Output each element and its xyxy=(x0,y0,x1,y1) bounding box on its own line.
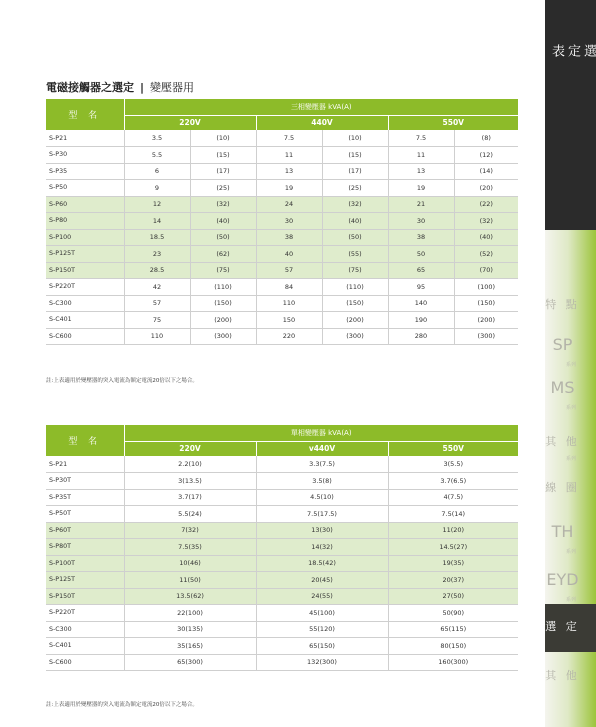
model-cell: S-P125T xyxy=(46,246,124,263)
value-cell: (300) xyxy=(190,328,256,345)
value-cell: 18.5 xyxy=(124,229,190,246)
value-cell: (40) xyxy=(454,229,518,246)
value-cell: 3(5.5) xyxy=(388,456,518,473)
sidebar-section-label: 選 定 表 xyxy=(549,44,596,57)
model-column-header: 型 名 xyxy=(46,425,124,456)
table-row xyxy=(46,246,518,263)
value-cell: 13.5(62) xyxy=(124,588,256,605)
sidebar-tabs xyxy=(545,230,596,727)
value-cell: (32) xyxy=(454,213,518,230)
sidebar-tab-label: MS xyxy=(550,378,575,397)
value-cell: (52) xyxy=(454,246,518,263)
value-cell: (300) xyxy=(322,328,388,345)
value-cell: (22) xyxy=(454,196,518,213)
model-cell: S-P150T xyxy=(46,262,124,279)
model-cell: S-P220T xyxy=(46,605,124,622)
value-cell: 20(37) xyxy=(388,572,518,589)
model-cell: S-P35 xyxy=(46,163,124,180)
table-row xyxy=(46,312,518,329)
value-cell: (50) xyxy=(190,229,256,246)
value-cell: 220 xyxy=(256,328,322,345)
value-cell: 24(55) xyxy=(256,588,388,605)
value-cell: (14) xyxy=(454,163,518,180)
model-cell: S-C401 xyxy=(46,312,124,329)
value-cell: 150 xyxy=(256,312,322,329)
value-cell: 38 xyxy=(388,229,454,246)
value-cell: 14.5(27) xyxy=(388,539,518,556)
single-phase-group-header: 單相變壓器 kVA(A) xyxy=(124,425,518,441)
sidebar-tab[interactable] xyxy=(545,653,596,701)
value-cell: 3(13.5) xyxy=(124,473,256,490)
value-cell: 42 xyxy=(124,279,190,296)
value-cell: 24 xyxy=(256,196,322,213)
three-phase-table xyxy=(46,99,518,345)
table-row xyxy=(46,196,518,213)
voltage-header-550v: 550V xyxy=(388,115,518,130)
value-cell: (110) xyxy=(322,279,388,296)
value-cell: 160(300) xyxy=(388,654,518,671)
model-cell: S-P50T xyxy=(46,506,124,523)
sidebar-tab[interactable] xyxy=(545,560,596,608)
value-cell: (25) xyxy=(322,180,388,197)
sidebar-tab-sublabel: 系列 xyxy=(565,597,576,603)
value-cell: 30(135) xyxy=(124,621,256,638)
value-cell: 4.5(10) xyxy=(256,489,388,506)
value-cell: 30 xyxy=(388,213,454,230)
value-cell: (32) xyxy=(322,196,388,213)
sidebar-tab-label: 其 他 xyxy=(545,669,580,682)
value-cell: 5.5 xyxy=(124,147,190,164)
value-cell: (70) xyxy=(454,262,518,279)
model-cell: S-P50 xyxy=(46,180,124,197)
value-cell: 18.5(42) xyxy=(256,555,388,572)
table-row xyxy=(46,163,518,180)
three-phase-note: 註:上表適用於變壓器的突入電流為額定電流20倍以下之場合。 xyxy=(46,378,198,384)
value-cell: 75 xyxy=(124,312,190,329)
value-cell: 19 xyxy=(256,180,322,197)
value-cell: 19(35) xyxy=(388,555,518,572)
sidebar-tab[interactable] xyxy=(545,282,596,330)
value-cell: 65(300) xyxy=(124,654,256,671)
model-cell: S-P60T xyxy=(46,522,124,539)
voltage-header-220v: 220V xyxy=(124,115,256,130)
heading-separator: | xyxy=(140,81,145,94)
value-cell: 3.7(17) xyxy=(124,489,256,506)
value-cell: 38 xyxy=(256,229,322,246)
value-cell: 11 xyxy=(256,147,322,164)
table-row xyxy=(46,621,518,638)
model-cell: S-P150T xyxy=(46,588,124,605)
value-cell: (150) xyxy=(190,295,256,312)
model-cell: S-P220T xyxy=(46,279,124,296)
value-cell: 7.5(14) xyxy=(388,506,518,523)
model-cell: S-P125T xyxy=(46,572,124,589)
value-cell: (40) xyxy=(322,213,388,230)
model-cell: S-P30 xyxy=(46,147,124,164)
value-cell: (62) xyxy=(190,246,256,263)
value-cell: 13 xyxy=(256,163,322,180)
table-row xyxy=(46,555,518,572)
table-row xyxy=(46,605,518,622)
sidebar-tab[interactable] xyxy=(545,419,596,467)
value-cell: 20(45) xyxy=(256,572,388,589)
value-cell: 65(115) xyxy=(388,621,518,638)
page-subtitle: 變壓器用 xyxy=(150,81,195,94)
value-cell: 21 xyxy=(388,196,454,213)
value-cell: 11(20) xyxy=(388,522,518,539)
sidebar-tab-label: 選 定 xyxy=(545,620,580,633)
value-cell: 110 xyxy=(256,295,322,312)
sidebar-tab-label: 線 圈 xyxy=(545,481,580,494)
value-cell: 3.7(6.5) xyxy=(388,473,518,490)
sidebar-tab-sublabel: 系列 xyxy=(565,549,576,555)
model-cell: S-P60 xyxy=(46,196,124,213)
three-phase-group-header: 三相變壓器 kVA(A) xyxy=(124,99,518,115)
table-row xyxy=(46,522,518,539)
model-cell: S-P35T xyxy=(46,489,124,506)
sidebar-tab-label: TH xyxy=(551,522,574,541)
value-cell: (75) xyxy=(190,262,256,279)
value-cell: (15) xyxy=(322,147,388,164)
model-cell: S-P100 xyxy=(46,229,124,246)
value-cell: 5.5(24) xyxy=(124,506,256,523)
value-cell: 3.5(8) xyxy=(256,473,388,490)
value-cell: 2.2(10) xyxy=(124,456,256,473)
table-row xyxy=(46,328,518,345)
sidebar-tab-label: EYD xyxy=(546,570,579,589)
value-cell: 9 xyxy=(124,180,190,197)
table-row xyxy=(46,572,518,589)
model-cell: S-C300 xyxy=(46,295,124,312)
table-row xyxy=(46,130,518,147)
model-cell: S-P30T xyxy=(46,473,124,490)
value-cell: (25) xyxy=(190,180,256,197)
value-cell: 280 xyxy=(388,328,454,345)
value-cell: 13 xyxy=(388,163,454,180)
value-cell: 35(165) xyxy=(124,638,256,655)
sidebar-tab[interactable] xyxy=(545,604,596,652)
value-cell: (110) xyxy=(190,279,256,296)
table-row xyxy=(46,213,518,230)
value-cell: 7.5(17.5) xyxy=(256,506,388,523)
value-cell: 7.5(35) xyxy=(124,539,256,556)
voltage-header-220v: 220V xyxy=(124,441,256,456)
value-cell: 65 xyxy=(388,262,454,279)
table-row xyxy=(46,147,518,164)
value-cell: 23 xyxy=(124,246,190,263)
value-cell: (55) xyxy=(322,246,388,263)
sidebar-tab-sublabel: 系列 xyxy=(565,405,576,411)
single-phase-note: 註:上表適用於變壓器的突入電流為額定電流20倍以下之場合。 xyxy=(46,702,198,708)
single-phase-table xyxy=(46,425,518,671)
value-cell: 50(90) xyxy=(388,605,518,622)
value-cell: (15) xyxy=(190,147,256,164)
value-cell: (150) xyxy=(454,295,518,312)
table-row xyxy=(46,279,518,296)
voltage-header-440v: 440V xyxy=(256,115,388,130)
model-cell: S-P100T xyxy=(46,555,124,572)
table-row xyxy=(46,506,518,523)
model-cell: S-C300 xyxy=(46,621,124,638)
sidebar-nav xyxy=(545,0,596,727)
model-cell: S-P80 xyxy=(46,213,124,230)
value-cell: 80(150) xyxy=(388,638,518,655)
value-cell: 40 xyxy=(256,246,322,263)
sidebar-tab-label: 特 點 xyxy=(545,298,580,311)
table-row xyxy=(46,638,518,655)
value-cell: 4(7.5) xyxy=(388,489,518,506)
value-cell: 14(32) xyxy=(256,539,388,556)
value-cell: (20) xyxy=(454,180,518,197)
value-cell: (150) xyxy=(322,295,388,312)
table-row xyxy=(46,456,518,473)
value-cell: 50 xyxy=(388,246,454,263)
value-cell: 11(50) xyxy=(124,572,256,589)
value-cell: (17) xyxy=(322,163,388,180)
sidebar-tab[interactable] xyxy=(545,368,596,416)
value-cell: (32) xyxy=(190,196,256,213)
table-row xyxy=(46,229,518,246)
value-cell: (12) xyxy=(454,147,518,164)
value-cell: 22(100) xyxy=(124,605,256,622)
value-cell: 11 xyxy=(388,147,454,164)
value-cell: 57 xyxy=(256,262,322,279)
value-cell: 27(50) xyxy=(388,588,518,605)
value-cell: 13(30) xyxy=(256,522,388,539)
value-cell: (75) xyxy=(322,262,388,279)
table-row xyxy=(46,539,518,556)
value-cell: 3.3(7.5) xyxy=(256,456,388,473)
value-cell: (200) xyxy=(190,312,256,329)
table-row xyxy=(46,295,518,312)
model-cell: S-P21 xyxy=(46,130,124,147)
table-row xyxy=(46,489,518,506)
voltage-header-440v: v440V xyxy=(256,441,388,456)
sidebar-tab-sublabel: 系列 xyxy=(565,456,576,462)
value-cell: 7(32) xyxy=(124,522,256,539)
value-cell: 6 xyxy=(124,163,190,180)
sidebar-current-section xyxy=(545,0,596,230)
value-cell: (8) xyxy=(454,130,518,147)
value-cell: 65(150) xyxy=(256,638,388,655)
sidebar-tab[interactable] xyxy=(545,465,596,513)
value-cell: (200) xyxy=(454,312,518,329)
model-column-header: 型 名 xyxy=(46,99,124,130)
table-row xyxy=(46,262,518,279)
table-row xyxy=(46,180,518,197)
voltage-header-550v: 550V xyxy=(388,441,518,456)
model-cell: S-P21 xyxy=(46,456,124,473)
table-row xyxy=(46,654,518,671)
value-cell: 30 xyxy=(256,213,322,230)
value-cell: 14 xyxy=(124,213,190,230)
sidebar-tab-label: SP xyxy=(552,335,573,354)
value-cell: 95 xyxy=(388,279,454,296)
value-cell: 110 xyxy=(124,328,190,345)
model-cell: S-C600 xyxy=(46,328,124,345)
sidebar-tab[interactable] xyxy=(545,325,596,373)
sidebar-tab-sublabel: 系列 xyxy=(565,362,576,368)
value-cell: (50) xyxy=(322,229,388,246)
value-cell: (200) xyxy=(322,312,388,329)
value-cell: (10) xyxy=(190,130,256,147)
value-cell: 84 xyxy=(256,279,322,296)
value-cell: 28.5 xyxy=(124,262,190,279)
table-row xyxy=(46,473,518,490)
model-cell: S-C401 xyxy=(46,638,124,655)
value-cell: 132(300) xyxy=(256,654,388,671)
table-row xyxy=(46,588,518,605)
value-cell: (10) xyxy=(322,130,388,147)
value-cell: 7.5 xyxy=(388,130,454,147)
value-cell: 19 xyxy=(388,180,454,197)
value-cell: (40) xyxy=(190,213,256,230)
value-cell: 12 xyxy=(124,196,190,213)
sidebar-tab-label: 其 他 xyxy=(545,435,580,448)
value-cell: 140 xyxy=(388,295,454,312)
sidebar-tab[interactable] xyxy=(545,512,596,560)
value-cell: 10(46) xyxy=(124,555,256,572)
value-cell: 190 xyxy=(388,312,454,329)
value-cell: (100) xyxy=(454,279,518,296)
value-cell: (300) xyxy=(454,328,518,345)
page-title: 電磁接觸器之選定 xyxy=(46,81,134,94)
value-cell: (17) xyxy=(190,163,256,180)
value-cell: 57 xyxy=(124,295,190,312)
value-cell: 7.5 xyxy=(256,130,322,147)
model-cell: S-P80T xyxy=(46,539,124,556)
page-heading xyxy=(46,79,194,95)
value-cell: 45(100) xyxy=(256,605,388,622)
model-cell: S-C600 xyxy=(46,654,124,671)
value-cell: 3.5 xyxy=(124,130,190,147)
value-cell: 55(120) xyxy=(256,621,388,638)
